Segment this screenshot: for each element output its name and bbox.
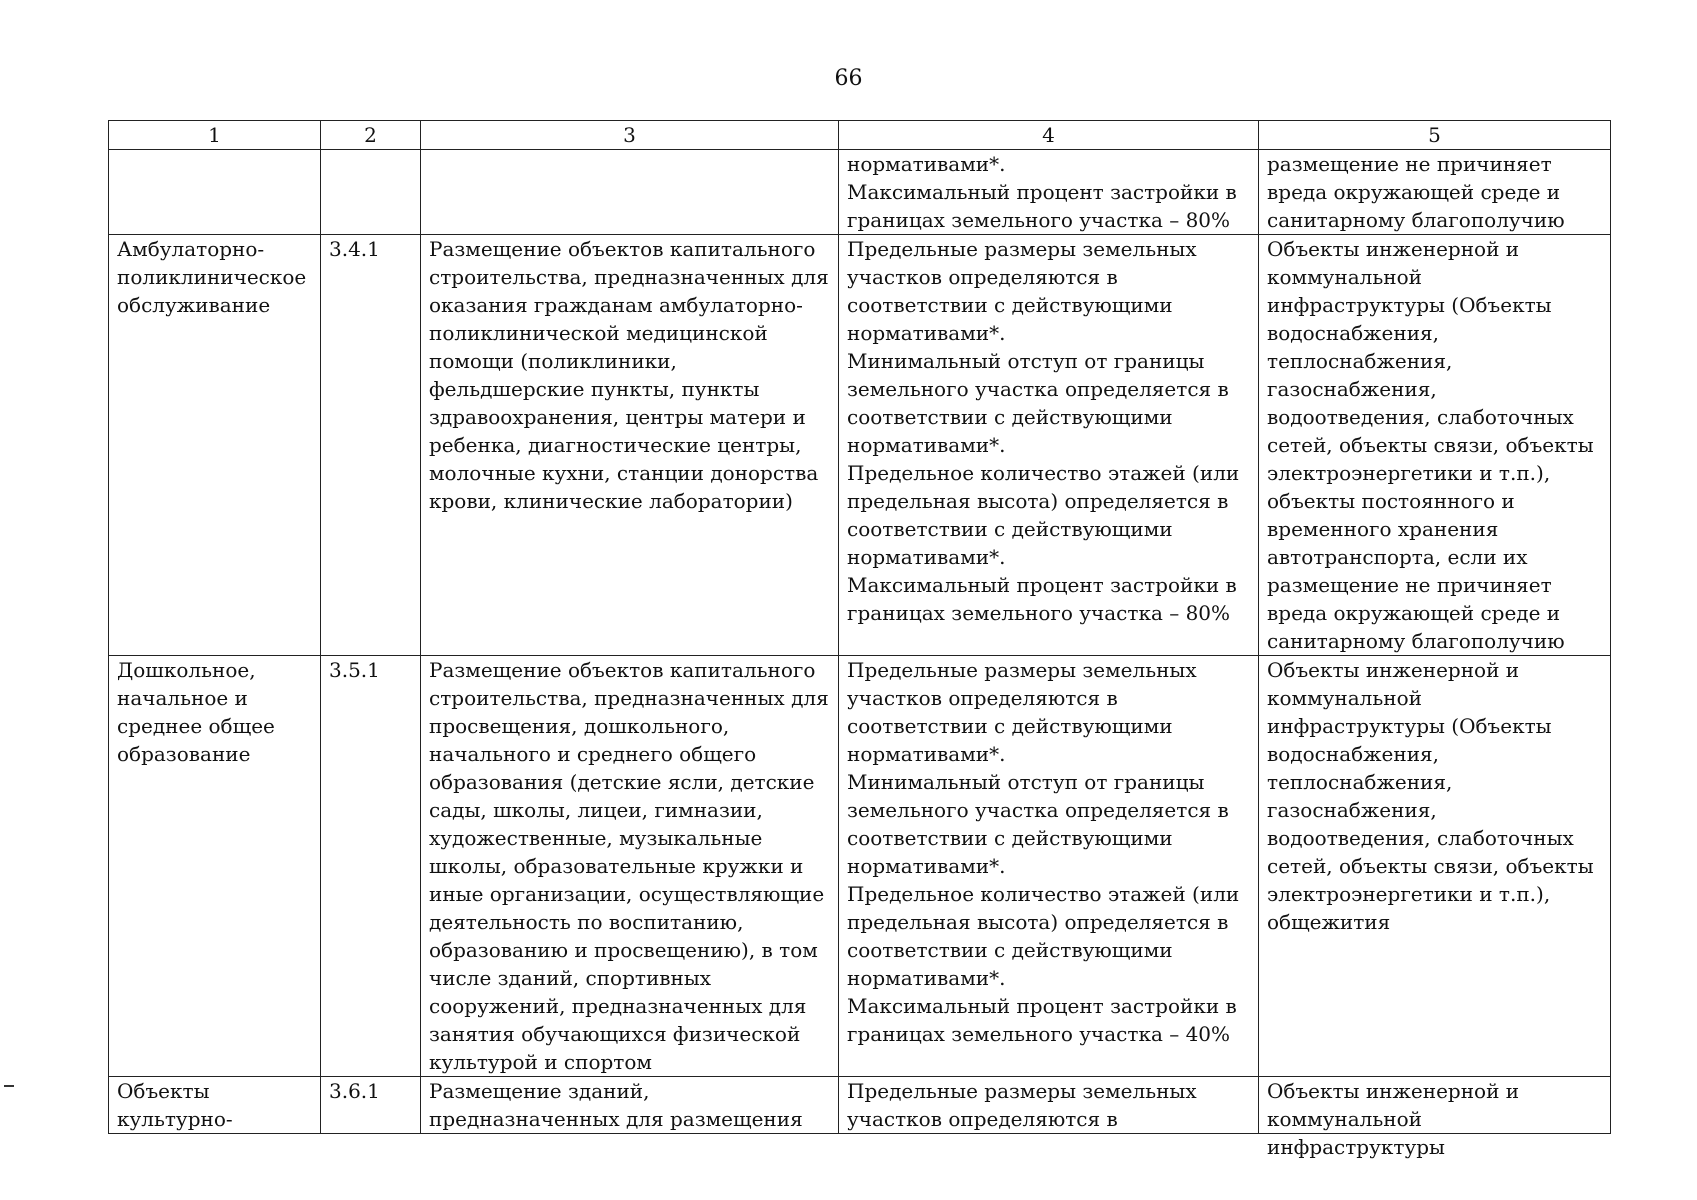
page-number: 66	[834, 66, 863, 91]
auxiliary-uses-cell: Объекты инженерной и коммунальной инфраструктуры	[1267, 1079, 1520, 1159]
parameters-cell: Предельные размеры земельных участков определяются в соответствии с действующими нормативами*. Минимальный отступ от границы земельного участка определяется в соответствии с действующими нормативами*. Предельное количество этажей (или предельная высота) определяется в соответствии с действующими нормативами*. Максимальный процент застройки в границах земельного участка – 40%	[839, 656, 1259, 1077]
table-row	[109, 150, 1611, 235]
column-header-4: 4	[839, 121, 1259, 150]
column-header-1: 1	[109, 121, 321, 150]
parameters-cell: нормативами*. Максимальный процент застройки в границах земельного участка – 80%	[839, 150, 1259, 235]
use-name-cell-wrap	[109, 1077, 321, 1134]
margin-mark	[4, 1085, 14, 1087]
use-description-cell: Размещение зданий, предназначенных для размещения	[429, 1079, 803, 1131]
auxiliary-uses-cell: Объекты инженерной и коммунальной инфраструктуры (Объекты водоснабжения, теплоснабжения, газоснабжения, водоотведения, слаботочных сетей, объекты связи, объекты электроэнергетики и т.п.), объекты постоянного и временного хранения автотранспорта, если их размещение не причиняет вреда окружающей среде и санитарному благополучию	[1259, 235, 1611, 656]
use-description-cell: Размещение объектов капитального строительства, предназначенных для оказания гражданам амбулаторно-поликлинической медицинской помощи (поликлиники, фельдшерские пункты, пункты здравоохранения, центры матери и ребенка, диагностические центры, молочные кухни, станции донорства крови, клинические лаборатории)	[421, 235, 839, 656]
use-description-cell	[421, 150, 839, 235]
use-description-cell: Размещение объектов капитального строительства, предназначенных для просвещения, дошкольного, начального и среднего общего образования (детские ясли, детские сады, школы, лицеи, гимназии, художественные, музыкальные школы, образовательные кружки и иные организации, осуществляющие деятельность по воспитанию, образованию и просвещению), в том числе зданий, спортивных сооружений, предназначенных для занятия обучающихся физической культурой и спортом	[421, 656, 839, 1077]
use-code-cell	[321, 150, 421, 235]
parameters-cell: Предельные размеры земельных участков определяются в	[847, 1079, 1197, 1131]
use-name-cell: Объекты культурно-	[117, 1079, 233, 1131]
use-name-cell	[109, 150, 321, 235]
auxiliary-uses-cell: размещение не причиняет вреда окружающей среде и санитарному благополучию	[1259, 150, 1611, 235]
column-header-5: 5	[1259, 121, 1611, 150]
parameters-cell: Предельные размеры земельных участков определяются в соответствии с действующими нормативами*. Минимальный отступ от границы земельного участка определяется в соответствии с действующими нормативами*. Предельное количество этажей (или предельная высота) определяется в соответствии с действующими нормативами*. Максимальный процент застройки в границах земельного участка – 80%	[839, 235, 1259, 656]
use-code-cell: 3.6.1	[329, 1079, 380, 1103]
column-header-2: 2	[321, 121, 421, 150]
use-code-cell-wrap	[321, 1077, 421, 1134]
use-name-cell: Амбулаторно- поликлиническое обслуживание	[109, 235, 321, 656]
column-header-3: 3	[421, 121, 839, 150]
table-row	[109, 235, 1611, 656]
use-name-cell: Дошкольное, начальное и среднее общее образование	[109, 656, 321, 1077]
use-description-cell-wrap	[421, 1077, 839, 1134]
table-row	[109, 1077, 1611, 1134]
table-row	[109, 656, 1611, 1077]
header-row	[109, 121, 1611, 150]
use-code-cell: 3.5.1	[321, 656, 421, 1077]
use-code-cell: 3.4.1	[321, 235, 421, 656]
auxiliary-uses-cell: Объекты инженерной и коммунальной инфраструктуры (Объекты водоснабжения, теплоснабжения, газоснабжения, водоотведения, слаботочных сетей, объекты связи, объекты электроэнергетики и т.п.), общежития	[1259, 656, 1611, 1077]
land-use-table	[108, 120, 1611, 1159]
auxiliary-uses-cell-wrap	[1259, 1077, 1611, 1159]
parameters-cell-wrap	[839, 1077, 1259, 1134]
